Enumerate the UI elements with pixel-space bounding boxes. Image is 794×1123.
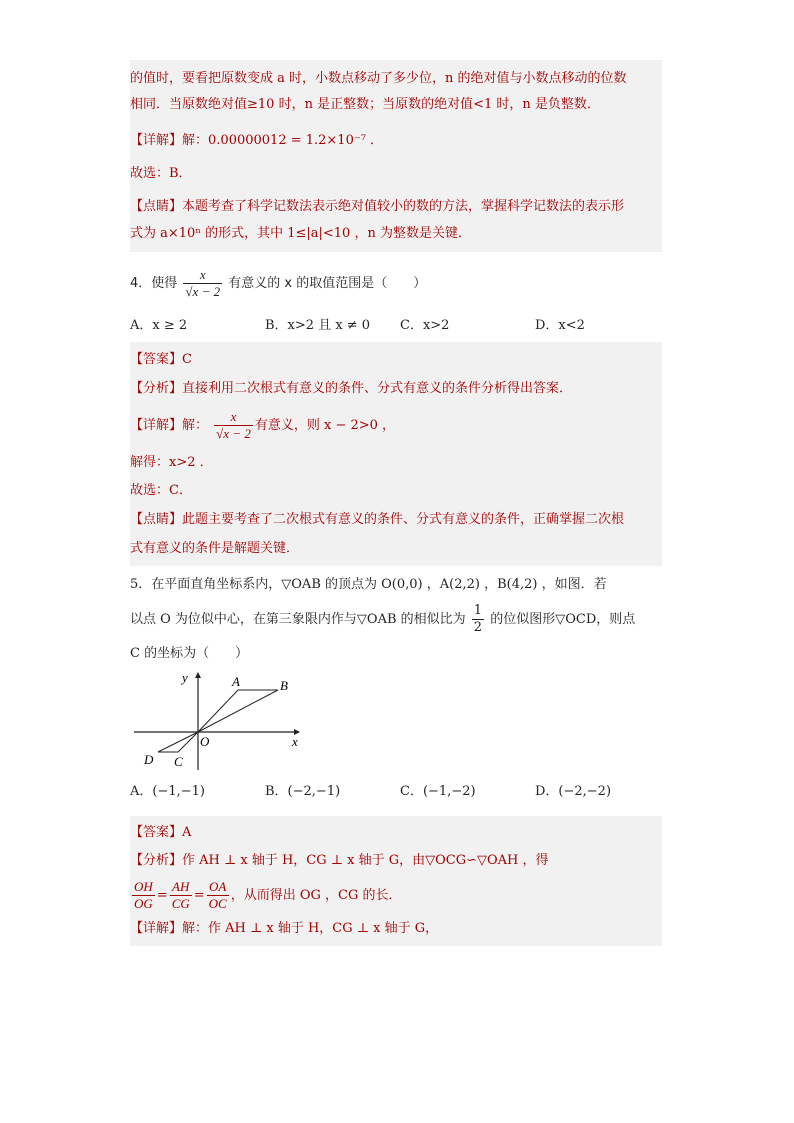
q5-option-d: D．(−2,−2) (535, 784, 612, 799)
point-c-label: C (174, 754, 183, 769)
q5-ratio-numerator: 1 (473, 603, 483, 618)
q4-comment-1: 此题主要考查了二次根式有意义的条件、分式有意义的条件，正确掌握二次根 (182, 512, 625, 527)
q4-option-c: C．x>2 (400, 318, 450, 333)
q4-answer: C (182, 352, 192, 367)
q5-stem-line-1: 5．在平面直角坐标系内，▽OAB 的顶点为 O(0,0) ，A(2,2) ，B(4,2) ，如图．若 (130, 577, 607, 592)
y-axis-arrow (195, 672, 201, 678)
q4-option-a: A．x ≥ 2 (130, 318, 188, 333)
q3-analysis-line-2: 相同．当原数绝对值≥10 时，n 是正整数；当原数的绝对值<1 时，n 是负整数． (130, 97, 600, 112)
q4-comment-line-1 (130, 504, 662, 536)
q5-option-c: C．(−1,−2) (400, 784, 476, 799)
point-o-label: O (200, 734, 210, 749)
y-label: y (182, 672, 188, 685)
q5-ratio-fraction (472, 603, 484, 636)
ratio-frac-oh-og (132, 879, 155, 912)
q4-solution-block (130, 342, 662, 566)
q3-comment-line-1 (130, 194, 662, 220)
point-d-label: D (144, 752, 154, 767)
q5-answer: A (182, 825, 192, 840)
q5-detail: 解：作 AH ⊥ x 轴于 H，CG ⊥ x 轴于 G， (182, 921, 439, 936)
q3-detail-line (130, 128, 662, 154)
q5-stem-line-2-suffix: 的位似图形▽OCD，则点 (490, 612, 636, 627)
q4-detail-line (130, 404, 662, 448)
q5-option-b: B．(−2,−1) (265, 784, 341, 799)
detail-tag: 【详解】 (130, 133, 183, 148)
document-page (130, 60, 662, 946)
comment-tag: 【点睛】 (130, 199, 183, 214)
question-5 (130, 572, 662, 806)
triangle-oab (198, 690, 278, 732)
frac-num: OA (207, 879, 229, 896)
question-4 (130, 264, 662, 336)
detail-tag: 【详解】 (130, 921, 183, 936)
q4-fraction-numerator: x (183, 267, 222, 284)
q3-analysis-line-1: 的值时，要看把原数变成 a 时，小数点移动了多少位，n 的绝对值与小数点移动的位数 (130, 71, 627, 86)
q3-detail-text: 解：0.00000012 = 1.2×10⁻⁷ ． (182, 133, 384, 148)
q4-option-b: B．x>2 且 x ≠ 0 (265, 318, 371, 333)
x-label: x (292, 734, 298, 749)
comment-tag: 【点睛】 (130, 512, 183, 527)
q5-options (130, 778, 662, 806)
q4-detail-numerator: x (214, 409, 253, 426)
q4-solve-line: 解得：x>2 ． (130, 455, 213, 470)
q4-option-d: D．x<2 (535, 318, 585, 333)
q5-analysis-1: 作 AH ⊥ x 轴于 H，CG ⊥ x 轴于 G，由▽OCG∽▽OAH ，得 (182, 853, 549, 868)
q5-coordinate-figure (132, 672, 312, 772)
q3-comment-text-1: 本题考查了科学记数法表示绝对值较小的数的方法，掌握科学记数法的表示形 (182, 199, 625, 214)
q4-detail-fraction (214, 409, 253, 442)
q4-analysis-line (130, 374, 662, 404)
point-a-label: A (232, 674, 240, 689)
q4-stem-prefix: 4．使得 (130, 276, 178, 291)
answer-tag: 【答案】 (130, 352, 183, 367)
q4-comment-line-2: 式有意义的条件是解题关键． (130, 541, 300, 556)
q5-solution-block (130, 816, 662, 946)
q5-analysis-2-suffix: ，从而得出 OG ，CG 的长． (230, 888, 402, 903)
q5-answer-line (130, 820, 662, 846)
q4-stem-suffix: 有意义的 x 的取值范围是（ ） (228, 276, 427, 291)
answer-tag: 【答案】 (130, 825, 183, 840)
q5-stem-line-2-prefix: 以点 O 为位似中心，在第三象限内作与▽OAB 的相似比为 (130, 612, 466, 627)
q5-analysis-line-2: $\frac{OH}{OG}$ = $\frac{AH}{CG}$ = $\frac{OA}{OC}$ ，从而得出 OG ，CG 的长． (134, 879, 402, 911)
frac-den: OC (208, 896, 227, 911)
q5-analysis-line-1 (130, 846, 662, 876)
q5-option-a: A．(−1,−1) (130, 784, 205, 799)
analysis-tag: 【分析】 (130, 381, 183, 396)
q4-options (130, 316, 662, 336)
q3-choose-line: 故选：B． (130, 166, 192, 181)
detail-tag: 【详解】 (130, 418, 183, 433)
analysis-tag: 【分析】 (130, 853, 183, 868)
triangle-ocd (158, 732, 198, 752)
ratio-frac-oa-oc (207, 879, 229, 912)
q5-stem-line-3: C 的坐标为（ ） (130, 646, 249, 661)
q4-fraction-denominator: √x − 2 (185, 284, 221, 299)
frac-den: CG (171, 896, 190, 911)
point-b-label: B (280, 678, 288, 693)
frac-num: AH (170, 879, 192, 896)
q3-comment-line-2: 式为 a×10ⁿ 的形式，其中 1≤|a|<10 ，n 为整数是关键． (130, 226, 471, 241)
q4-detail-denominator: √x − 2 (216, 426, 251, 441)
q4-detail-prefix: 解： (182, 418, 209, 433)
q5-stem-line-2 (130, 598, 662, 642)
q4-answer-line (130, 346, 662, 374)
q4-detail-suffix: 有意义，则 x − 2>0 ， (254, 418, 396, 433)
frac-num: OH (134, 879, 153, 894)
q4-stem-fraction (183, 267, 222, 300)
q5-ratio-denominator: 2 (473, 620, 483, 635)
q4-choose-line: 故选：C． (130, 483, 192, 498)
frac-den: OG (134, 896, 153, 911)
q5-detail-line (130, 916, 662, 942)
ratio-frac-ah-cg (170, 879, 192, 912)
q3-solution-block (130, 60, 662, 252)
q4-stem (130, 264, 662, 304)
q4-analysis: 直接利用二次根式有意义的条件、分式有意义的条件分析得出答案． (182, 381, 573, 396)
